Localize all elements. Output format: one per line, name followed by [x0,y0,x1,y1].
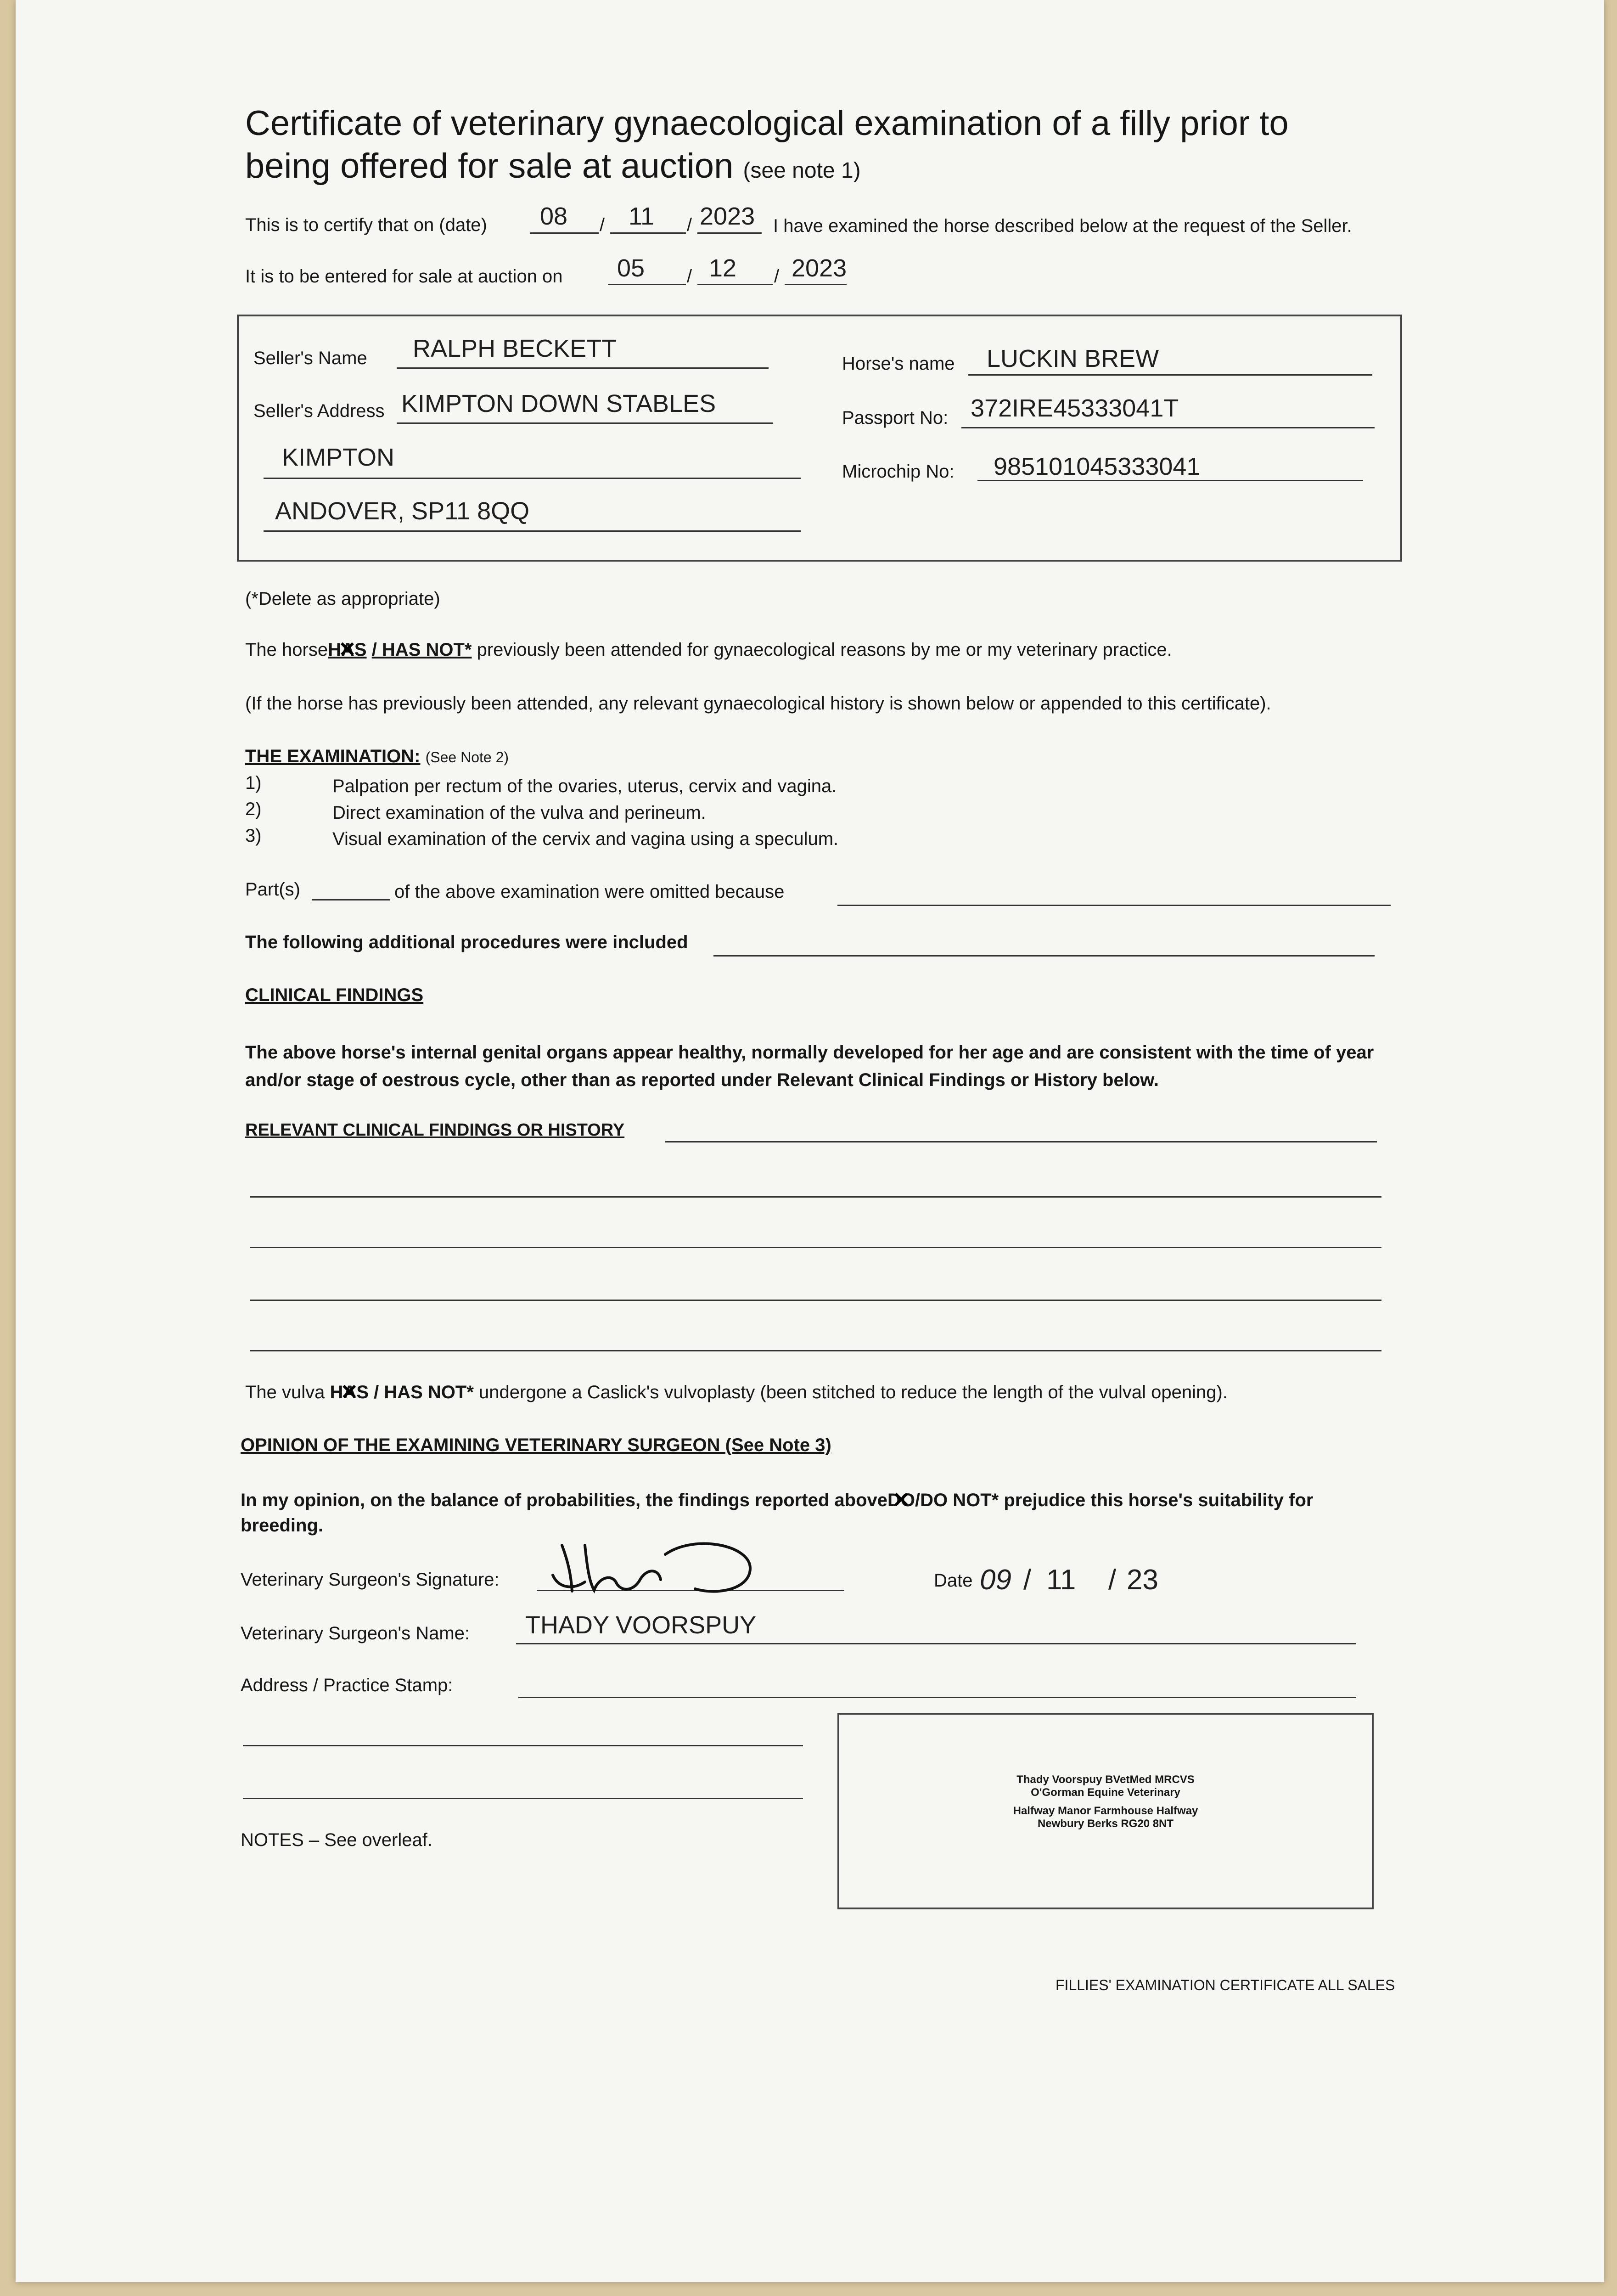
certify-suffix: I have examined the horse described below at the request of the Seller. [773,216,1352,236]
seller-address-line-1: KIMPTON DOWN STABLES [401,390,716,417]
microchip-number: 985101045333041 [994,453,1201,480]
examination-heading: THE EXAMINATION: [245,746,421,766]
vulva-statement [245,1382,1228,1403]
vulva-prefix: The vulva [245,1382,325,1402]
microchip-label: Microchip No: [842,461,954,482]
certify-year: 2023 [700,203,755,230]
horse-name: LUCKIN BREW [987,345,1159,372]
passport-number: 372IRE45333041T [971,394,1179,422]
clinical-findings-text-2: and/or stage of oestrous cycle, other than as reported under Relevant Clinical Findings or History below. [245,1070,1159,1090]
vulva-struck-option: HAS ✕ [330,1382,369,1403]
seller-address-label: Seller's Address [253,401,385,421]
exam-item-3-text: Visual examination of the cervix and vagina using a speculum. [332,829,839,849]
vulva-chosen-option: / HAS NOT* [374,1382,474,1402]
history-note: (If the horse has previously been attended, any relevant gynaecological history is shown below or appended to this certificate). [245,693,1271,714]
attended-chosen-option: / HAS NOT* [371,640,472,660]
omitted-middle: of the above examination were omitted because [394,882,785,902]
seller-address-line-3: ANDOVER, SP11 8QQ [275,497,530,525]
attended-struck-option: HAS ✕ [328,640,366,660]
exam-item-1-text: Palpation per rectum of the ovaries, uterus, cervix and vagina. [332,776,837,796]
signature-date-month: 11 [1046,1564,1076,1596]
attended-prefix: The horse [245,640,328,660]
stamp-line-4: Newbury Berks RG20 8NT [1037,1818,1174,1830]
exam-item-2-num: 2) [245,799,262,819]
auction-prefix: It is to be entered for sale at auction on [245,266,563,287]
stamp-line-3: Halfway Manor Farmhouse Halfway [1013,1805,1198,1817]
opinion-statement [241,1490,1313,1511]
examination-heading-row [245,746,509,767]
certify-month: 11 [629,203,655,230]
additional-procedures-label: The following additional procedures were included [245,932,688,952]
signature-date-day: 09 [980,1564,1011,1596]
clinical-findings-text-1: The above horse's internal genital organs appear healthy, normally developed for her age and are consistent with the time of year [245,1042,1374,1063]
delete-note: (*Delete as appropriate) [245,589,440,609]
footer-form-name: FILLIES' EXAMINATION CERTIFICATE ALL SALES [1056,1977,1395,1993]
title-line-2 [245,146,861,186]
stamp-line-1: Thady Voorspuy BVetMed MRCVS [1016,1773,1195,1786]
practice-stamp-box [837,1713,1374,1909]
opinion-heading: OPINION OF THE EXAMINING VETERINARY SURGEON (See Note 3) [241,1435,831,1455]
signature-date-label: Date [934,1570,973,1591]
attended-statement [245,640,1172,660]
horse-name-label: Horse's name [842,354,955,374]
notes-reference: NOTES – See overleaf. [241,1830,432,1850]
signature-date-year: 23 [1127,1564,1158,1596]
title-line-1: Certificate of veterinary gynaecological examination of a filly prior to [245,104,1289,143]
practice-address-label: Address / Practice Stamp: [241,1675,453,1695]
attended-suffix: previously been attended for gynaecological reasons by me or my veterinary practice. [477,640,1172,660]
examination-note-ref: (See Note 2) [425,749,509,765]
title-main: being offered for sale at auction [245,146,734,186]
passport-label: Passport No: [842,408,949,428]
opinion-struck-option: DO ✕ [887,1490,915,1511]
exam-item-2-text: Direct examination of the vulva and perineum. [332,803,706,823]
relevant-findings-heading: RELEVANT CLINICAL FINDINGS OR HISTORY [245,1120,625,1140]
auction-day: 05 [617,254,645,282]
vulva-suffix: undergone a Caslick's vulvoplasty (been stitched to reduce the length of the vulval opening). [479,1382,1228,1402]
opinion-prefix: In my opinion, on the balance of probabilities, the findings reported above [241,1490,888,1510]
exam-item-3-num: 3) [245,826,262,846]
clinical-findings-heading: CLINICAL FINDINGS [245,985,424,1005]
omitted-prefix: Part(s) [245,879,300,900]
stamp-line-2: O'Gorman Equine Veterinary [1031,1786,1180,1799]
certificate-sheet: Certificate of veterinary gynaecological examination of a filly prior to being offered for sale at auction (see note 1) This is to certify that on (date) 08 / 11 / 2023 I have examined the horse described below at the request of the Seller. It is to be entered for sale at auction on 05 / 12 / 2023 Seller's Name RALPH BECKETT Seller's Address KIMPTON DOWN STABLES KIMPTON ANDOVER, SP11 8QQ Horse's name LUCKIN BREW Passport No: 372IRE45333041T Microchip No: 985101045333041 (*Delete as appropriate) The horseHAS ✕ / HAS NOT* previously been attended for gynaecological reasons by me or my veterinary practice. (If the horse has previously been attended, any relevant gynaecological history is shown below or appended to this certificate). THE EXAMINATION: (See Note 2) 1) Palpation per rectum of the ovaries, uterus, cervix and vagina. 2) Direct examination of the vulva and perineum. 3) Visual examination of the cervix and vagina using a speculum. Part(s) of the above examination were omitted because The following additional procedures were included CLINICAL FINDINGS The above horse's internal genital organs appear healthy, normally developed for her age and are consistent with the time of year and/or stage of oestrous cycle, other than as reported under Relevant Clinical Findings or History below. RELEVANT CLINICAL FINDINGS OR HISTORY The vulva HAS ✕ / HAS NOT* undergone a Caslick's vulvoplasty (been stitched to reduce the length of the vulval opening). OPINION OF THE EXAMINING VETERINARY SURGEON (See Note 3) In my opinion, on the balance of probabilities, the findings reported aboveDO ✕/DO NOT* prejudice this horse's suitability for breeding. Veterinary Surgeon's Signature: Date 09 / 11 / 23 Veterinary Surgeon's Name: THADY VOORSPUY Address / Practice Stamp: Thady Voorspuy BVetMed MRCVS O'Gorman Equine Veterinary Halfway Manor Farmhouse Halfway Newbury Berks RG20 8NT NOTES – See overleaf. FILLIES' EXAMINATION CERTIFICATE ALL SALES [16,0,1604,2282]
certify-day: 08 [540,203,568,230]
exam-item-1-num: 1) [245,773,262,793]
seller-name-label: Seller's Name [253,348,367,368]
title-note-ref: (see note 1) [743,158,861,183]
opinion-suffix: prejudice this horse's suitability for [1004,1490,1314,1510]
surgeon-name: THADY VOORSPUY [525,1611,757,1639]
opinion-chosen-option: /DO NOT* [915,1490,999,1510]
certify-prefix: This is to certify that on (date) [245,215,487,235]
auction-year: 2023 [792,254,847,282]
opinion-line-2: breeding. [241,1515,324,1536]
seller-name: RALPH BECKETT [413,335,617,362]
handwritten-signature [544,1536,759,1598]
seller-address-line-2: KIMPTON [282,444,395,471]
surgeon-name-label: Veterinary Surgeon's Name: [241,1623,470,1643]
signature-label: Veterinary Surgeon's Signature: [241,1570,500,1590]
auction-month: 12 [709,254,737,282]
